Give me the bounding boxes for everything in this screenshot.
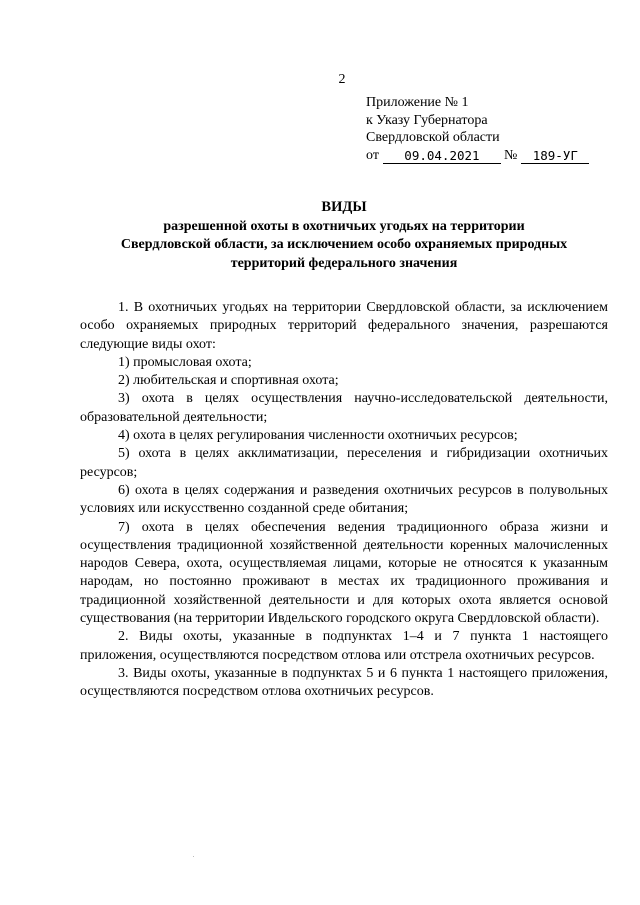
appendix-line-1: Приложение № 1 <box>366 95 469 110</box>
list-item-1: 1) промысловая охота; <box>118 354 252 370</box>
paragraph-1: 1. В охотничьих угодьях на территории Свердловской области, за исключением особо охраняемых природных территорий федерального значения, разрешаются следующие виды охот: <box>80 300 608 352</box>
list-item-5: 5) охота в целях акклиматизации, переселения и гибридизации охотничьих ресурсов; <box>80 446 608 480</box>
document-body <box>80 299 608 702</box>
list-item-4: 4) охота в целях регулирования численности охотничьих ресурсов; <box>118 428 518 444</box>
decree-date-number-row <box>366 147 589 165</box>
document-title <box>80 198 608 273</box>
appendix-header <box>366 94 589 164</box>
paragraph-3: 3. Виды охоты, указанные в подпунктах 5 и 6 пункта 1 настоящего приложения, осуществляются посредством отлова охотничьих ресурсов. <box>80 665 608 700</box>
appendix-line-2: к Указу Губернатора <box>366 112 488 128</box>
number-label: № <box>503 147 518 163</box>
paragraph-2: 2. Виды охоты, указанные в подпунктах 1–4 и 7 пункта 1 настоящего приложения, осуществляются посредством отлова или отстрела охотничьих ресурсов. <box>80 629 608 663</box>
list-item-2: 2) любительская и спортивная охота; <box>118 373 339 389</box>
title-line-1: разрешенной охоты в охотничьих угодьях на территории <box>163 218 525 234</box>
scan-speck <box>193 856 194 857</box>
list-item-7: 7) охота в целях обеспечения ведения традиционного образа жизни и осуществления традиционной хозяйственной деятельности коренных малочисленных народов Севера, охота, осуществляемая лицами, которые не относятся к указанным народам, но постоянно проживают в местах их традиционного проживания и традиционной хозяйственной деятельности и для которых охота является основой существования (на территории Ивдельского городского округа Свердловской области). <box>80 519 608 627</box>
from-label: от <box>366 147 379 163</box>
title-line-2: Свердловской области, за исключением особо охраняемых природных <box>120 237 568 252</box>
page-number: 2 <box>338 72 346 87</box>
decree-number: 189-УГ <box>521 149 589 164</box>
title-heading: ВИДЫ <box>321 199 367 215</box>
list-item-6: 6) охота в целях содержания и разведения охотничьих ресурсов в полувольных условиях или искусственно созданной среде обитания; <box>80 482 608 517</box>
decree-date: 09.04.2021 <box>383 149 501 164</box>
title-line-3: территорий федерального значения <box>230 255 458 271</box>
appendix-line-3: Свердловской области <box>366 130 500 146</box>
list-item-3: 3) охота в целях осуществления научно-исследовательской деятельности, образовательной деятельности; <box>80 391 608 425</box>
